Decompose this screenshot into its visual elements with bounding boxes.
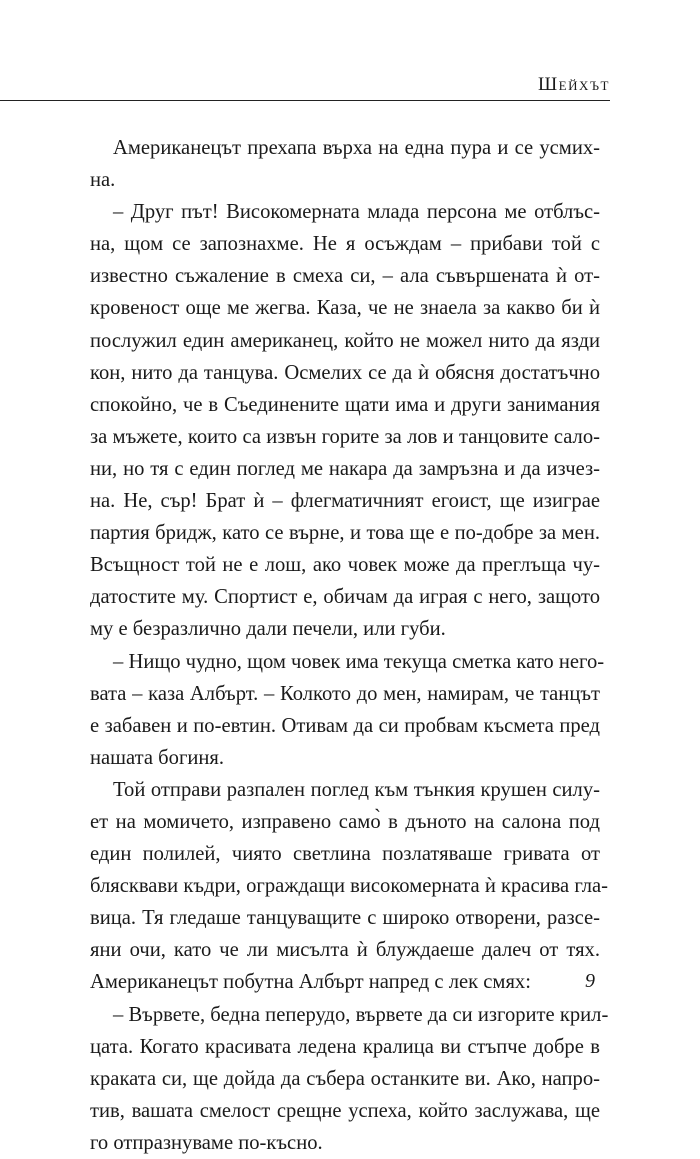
- text-line: му е безразлично дали печели, или губи.: [90, 618, 446, 641]
- running-header-title: Шейхът: [537, 74, 610, 95]
- text-line: нашата богиня.: [90, 746, 225, 769]
- body-text: [90, 132, 609, 1159]
- text-line: – Вървете, бедна пеперудо, вървете да си изгорите крил-: [113, 1003, 609, 1026]
- page-number: 9: [585, 970, 595, 992]
- text-line: на.: [90, 169, 116, 192]
- text-line: – Друг път! Високомерната млада персона ме отблъс-: [113, 201, 600, 224]
- text-line: цата. Когато красивата ледена кралица ви стъпче добре в: [90, 1035, 600, 1058]
- text-line: на. Не, сър! Брат ѝ – флегматичният егоист, ще изиграе: [90, 490, 600, 513]
- text-line: Той отправи разпален поглед към тънкия крушен силу-: [113, 778, 600, 801]
- text-line: Американецът прехапа върха на една пура и се усмих-: [113, 137, 600, 159]
- text-line: е забавен и по-евтин. Отивам да си пробвам късмета пред: [90, 714, 600, 737]
- text-line: на, щом се запознахме. Не я осъждам – прибави той с: [90, 233, 600, 256]
- text-line: вата – каза Албърт. – Колкото до мен, намирам, че танцът: [90, 682, 600, 705]
- text-line: за мъжете, които са извън горите за лов и танцовите сало-: [90, 425, 600, 448]
- text-line: един полилей, чиято светлина позлатяваше гривата от: [90, 843, 600, 866]
- text-line: тив, вашата смелост срещне успеха, който заслужава, ще: [90, 1099, 600, 1122]
- text-line: го отпразнуваме по-късно.: [90, 1131, 323, 1154]
- text-line: вица. Тя гледаше танцуващите с широко отворени, разсе-: [90, 907, 600, 930]
- text-line: Американецът побутна Албърт напред с лек смях:: [90, 971, 531, 994]
- text-line: партия бридж, като се върне, и това ще е по-добре за мен.: [90, 522, 600, 545]
- text-line: кон, нито да танцува. Осмелих се да ѝ обясня достатъчно: [90, 361, 600, 384]
- text-line: Всъщност той не е лош, ако човек може да преглъща чу-: [90, 554, 600, 577]
- text-line: – Нищо чудно, щом човек има текуща сметка като него-: [113, 650, 605, 673]
- text-line: ни, но тя с един поглед ме накара да замръзна и да изчез-: [90, 457, 600, 480]
- text-line: яни очи, като че ли мисълта ѝ блуждаеше далеч от тях.: [90, 939, 600, 962]
- text-line: блясквави къдри, ограждащи високомерната ѝ красива гла-: [90, 875, 609, 898]
- text-line: послужил един американец, който не можел нито да язди: [90, 329, 600, 352]
- text-line: краката си, ще дойда да събера останките ви. Ако, напро-: [90, 1067, 600, 1090]
- text-line: спокойно, че в Съединените щати има и други занимания: [90, 393, 600, 416]
- header-rule: [0, 100, 610, 101]
- text-line: кровеност още ме жегва. Каза, че не знаела за какво би ѝ: [90, 297, 600, 320]
- text-line: ет на момичето, изправено само̀ в дъното на салона под: [90, 810, 600, 833]
- text-line: известно съжаление в смеха си, – ала съвършената ѝ от-: [90, 265, 600, 288]
- text-line: датостите му. Спортист е, обичам да играя с него, защото: [90, 586, 600, 609]
